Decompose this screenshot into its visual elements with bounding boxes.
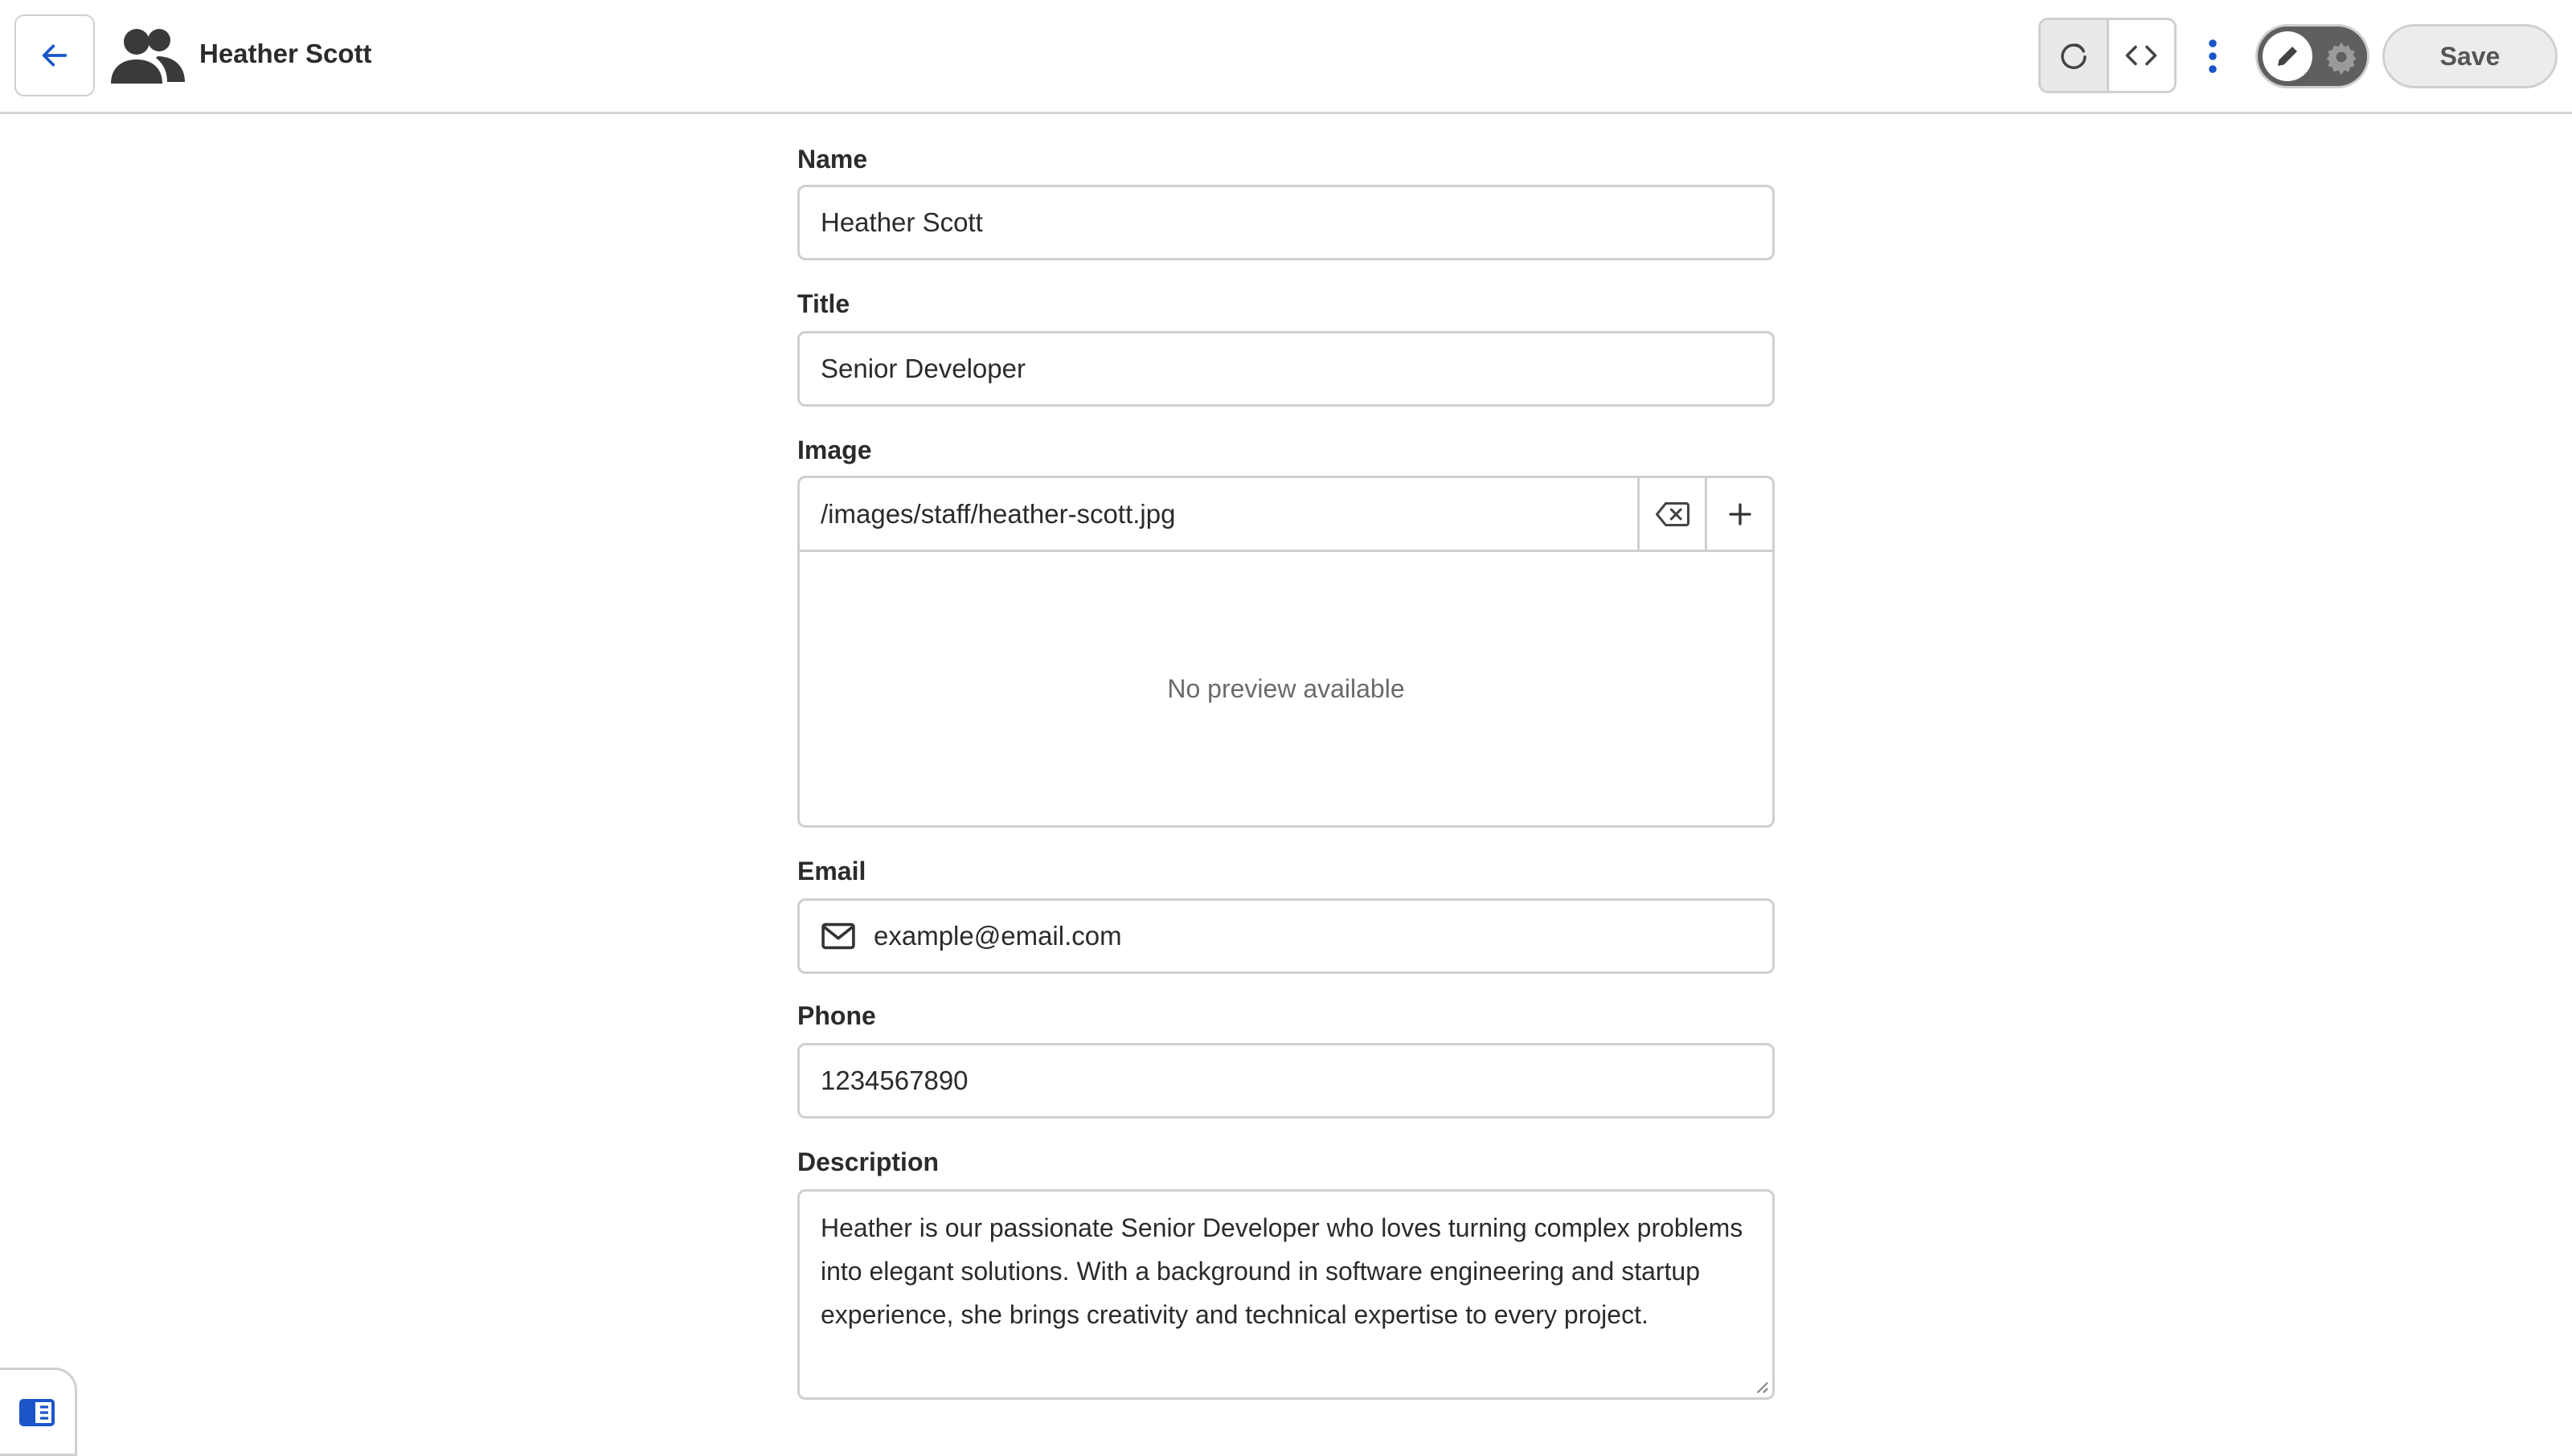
- arrow-left-icon: [39, 39, 71, 72]
- add-image-button[interactable]: [1705, 478, 1772, 550]
- name-input[interactable]: Heather Scott: [797, 185, 1775, 260]
- envelope-icon: [821, 922, 856, 951]
- name-label: Name: [797, 145, 868, 174]
- email-label: Email: [797, 857, 866, 885]
- edit-mode-toggle[interactable]: [2255, 24, 2369, 88]
- view-button-group: [2038, 18, 2177, 93]
- clear-image-button[interactable]: [1637, 478, 1705, 550]
- title-label: Title: [797, 289, 850, 318]
- image-preview-placeholder: No preview available: [1167, 673, 1405, 703]
- sidebar-icon: [19, 1399, 55, 1426]
- code-view-button[interactable]: [2109, 20, 2175, 91]
- back-button[interactable]: [14, 14, 95, 96]
- save-button[interactable]: Save: [2382, 24, 2558, 88]
- email-placeholder: example@email.com: [874, 921, 1122, 951]
- image-input-row: [800, 478, 1772, 552]
- more-options-button[interactable]: [2193, 24, 2233, 88]
- page-title: Heather Scott: [199, 39, 372, 68]
- users-icon: [109, 27, 186, 85]
- image-label: Image: [797, 436, 872, 464]
- title-input[interactable]: Senior Developer: [797, 331, 1775, 407]
- resize-handle-icon[interactable]: [1755, 1380, 1769, 1394]
- code-icon: [2124, 39, 2158, 72]
- plus-icon: [1726, 500, 1755, 529]
- refresh-button[interactable]: [2041, 20, 2109, 91]
- description-text: Heather is our passionate Senior Developer who loves turning complex problems into elegant solutions. With a background in software engineering and startup experience, she brings creativity and technical expertise to every project.: [821, 1213, 1743, 1329]
- email-input[interactable]: [797, 898, 1775, 974]
- backspace-icon: [1655, 500, 1690, 529]
- phone-input[interactable]: 1234567890: [797, 1043, 1775, 1119]
- pencil-icon: [2273, 42, 2302, 71]
- refresh-icon: [2057, 39, 2091, 72]
- phone-label: Phone: [797, 1001, 876, 1030]
- more-vertical-icon: [2207, 39, 2218, 74]
- image-path-input[interactable]: /images/staff/heather-scott.jpg: [821, 498, 1176, 529]
- top-bar: [0, 0, 2572, 114]
- sidebar-toggle-button[interactable]: [0, 1368, 77, 1456]
- image-field: [797, 476, 1775, 828]
- description-label: Description: [797, 1147, 940, 1176]
- toggle-knob: [2263, 31, 2312, 81]
- description-textarea[interactable]: [797, 1189, 1775, 1400]
- gear-icon: [2324, 39, 2359, 75]
